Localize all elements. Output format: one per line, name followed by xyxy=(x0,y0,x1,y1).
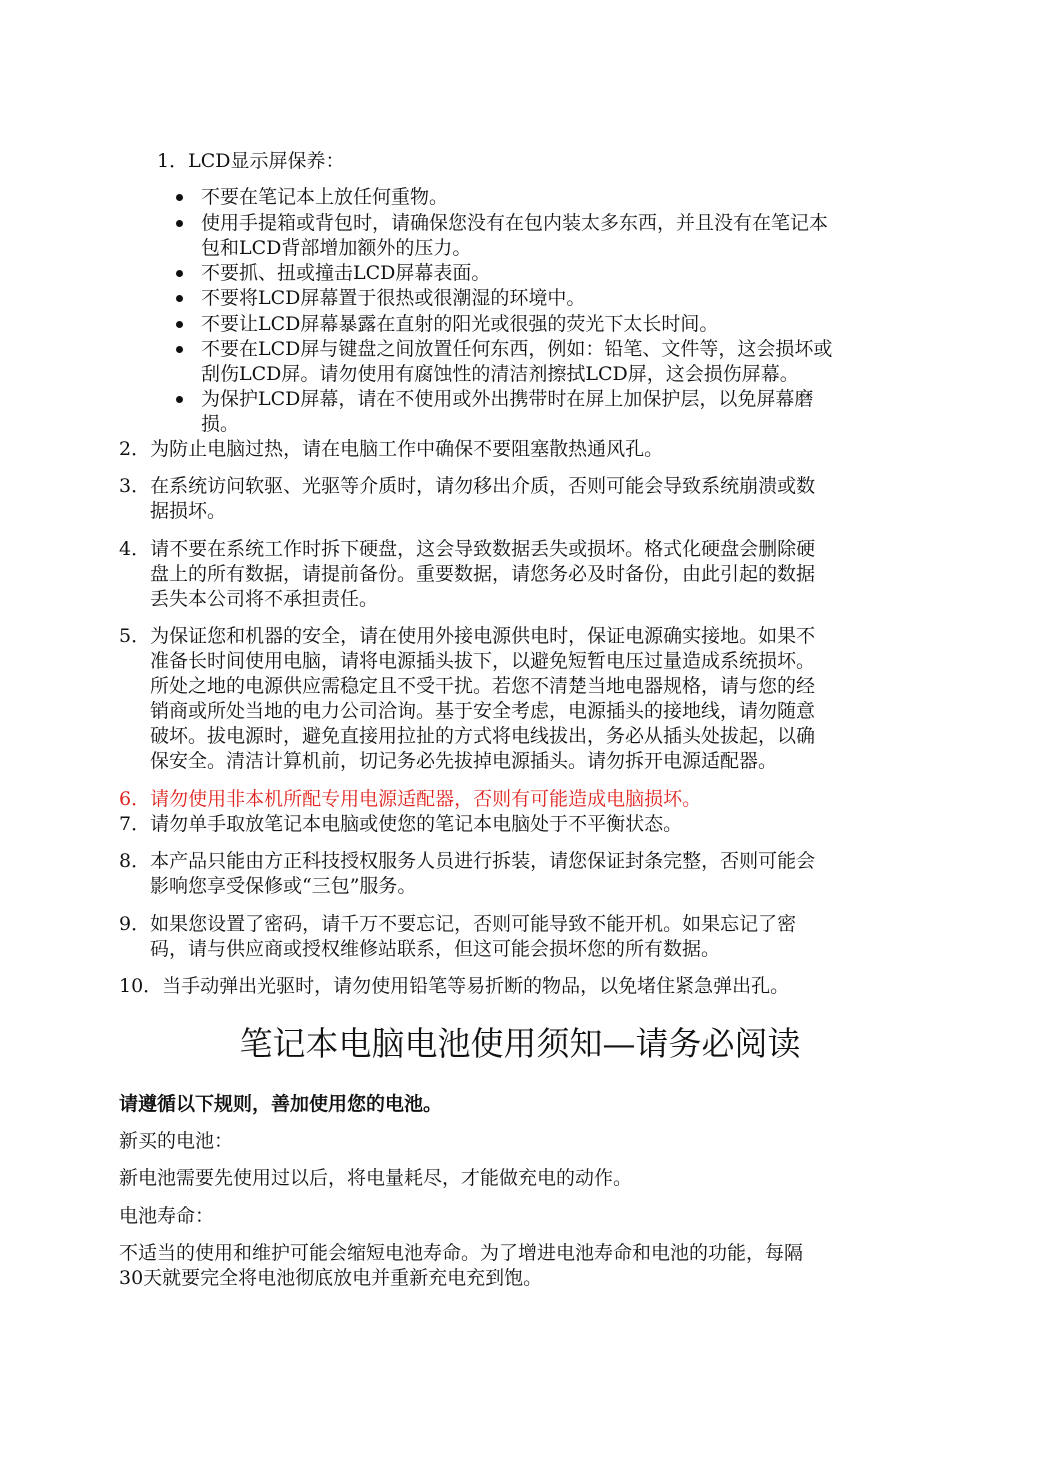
bullet-dot xyxy=(176,295,183,302)
lcd-bullet-7-line-2: 损。 xyxy=(201,413,240,435)
bullet-dot xyxy=(176,396,183,403)
item-9-line-1: 9．如果您设置了密码，请千万不要忘记，否则可能导致不能开机。如果忘记了密 xyxy=(119,913,797,935)
item-10-line-1: 10．当手动弹出光驱时，请勿使用铅笔等易折断的物品，以免堵住紧急弹出孔。 xyxy=(119,975,790,997)
battery-intro: 请遵循以下规则，善加使用您的电池。 xyxy=(119,1093,443,1115)
item-8-line-2: 影响您享受保修或“三包”服务。 xyxy=(150,875,417,897)
item-2-line-1: 2．为防止电脑过热，请在电脑工作中确保不要阻塞散热通风孔。 xyxy=(119,438,664,460)
battery-section-title: 笔记本电脑电池使用须知—请务必阅读 xyxy=(239,1024,801,1063)
lcd-bullet-6-line-1: 不要在LCD屏与键盘之间放置任何东西，例如：铅笔、文件等，这会损坏或 xyxy=(201,338,833,360)
lcd-bullet-3-line-1: 不要抓、扭或撞击LCD屏幕表面。 xyxy=(201,262,491,284)
lcd-bullet-2-line-2: 包和LCD背部增加额外的压力。 xyxy=(201,237,472,259)
bullet-dot xyxy=(176,321,183,328)
new-battery-heading: 新买的电池： xyxy=(119,1130,234,1152)
bullet-dot xyxy=(176,220,183,227)
item-6-line-1: 6．请勿使用非本机所配专用电源适配器，否则有可能造成电脑损坏。 xyxy=(119,788,702,810)
item-9-line-2: 码，请与供应商或授权维修站联系，但这可能会损坏您的所有数据。 xyxy=(150,938,721,960)
bullet-dot xyxy=(176,270,183,277)
item-5-line-6: 保安全。清洁计算机前，切记务必先拔掉电源插头。请勿拆开电源适配器。 xyxy=(150,750,778,772)
item-5-line-3: 所处之地的电源供应需稳定且不受干扰。若您不清楚当地电器规格，请与您的经 xyxy=(150,675,816,697)
lcd-bullet-2-line-1: 使用手提箱或背包时，请确保您没有在包内装太多东西，并且没有在笔记本 xyxy=(201,212,829,234)
battery-life-text-line-2: 30天就要完全将电池彻底放电并重新充电充到饱。 xyxy=(119,1267,543,1289)
bullet-dot xyxy=(176,194,183,201)
item-8-line-1: 8．本产品只能由方正科技授权服务人员进行拆装，请您保证封条完整，否则可能会 xyxy=(119,850,816,872)
item-3-line-1: 3．在系统访问软驱、光驱等介质时，请勿移出介质，否则可能会导致系统崩溃或数 xyxy=(119,475,816,497)
item-7-line-1: 7．请勿单手取放笔记本电脑或使您的笔记本电脑处于不平衡状态。 xyxy=(119,813,683,835)
lcd-bullet-4-line-1: 不要将LCD屏幕置于很热或很潮湿的环境中。 xyxy=(201,287,586,309)
lcd-bullet-7-line-1: 为保护LCD屏幕，请在不使用或外出携带时在屏上加保护层，以免屏幕磨 xyxy=(201,388,814,410)
item-4-line-1: 4．请不要在系统工作时拆下硬盘，这会导致数据丢失或损坏。格式化硬盘会删除硬 xyxy=(119,538,816,560)
item-3-line-2: 据损坏。 xyxy=(150,500,227,522)
battery-life-text-line-1: 不适当的使用和维护可能会缩短电池寿命。为了增进电池寿命和电池的功能，每隔 xyxy=(119,1242,804,1264)
bullet-dot xyxy=(176,346,183,353)
lcd-bullet-6-line-2: 刮伤LCD屏。请勿使用有腐蚀性的清洁剂擦拭LCD屏，这会损伤屏幕。 xyxy=(201,363,799,385)
lcd-care-heading: 1．LCD显示屏保养： xyxy=(157,150,345,172)
battery-life-heading: 电池寿命： xyxy=(119,1205,215,1227)
lcd-bullet-1-line-1: 不要在笔记本上放任何重物。 xyxy=(201,186,449,208)
new-battery-text: 新电池需要先使用过以后，将电量耗尽，才能做充电的动作。 xyxy=(119,1167,633,1189)
item-5-line-4: 销商或所处当地的电力公司洽询。基于安全考虑，电源插头的接地线，请勿随意 xyxy=(150,700,816,722)
item-5-line-5: 破坏。拔电源时，避免直接用拉扯的方式将电线拔出，务必从插头处拔起，以确 xyxy=(150,725,816,747)
item-4-line-3: 丢失本公司将不承担责任。 xyxy=(150,588,379,610)
item-5-line-2: 准备长时间使用电脑，请将电源插头拔下，以避免短暂电压过量造成系统损坏。 xyxy=(150,650,816,672)
item-5-line-1: 5．为保证您和机器的安全，请在使用外接电源供电时，保证电源确实接地。如果不 xyxy=(119,625,816,647)
lcd-bullet-5-line-1: 不要让LCD屏幕暴露在直射的阳光或很强的荧光下太长时间。 xyxy=(201,313,719,335)
item-4-line-2: 盘上的所有数据，请提前备份。重要数据，请您务必及时备份，由此引起的数据 xyxy=(150,563,816,585)
